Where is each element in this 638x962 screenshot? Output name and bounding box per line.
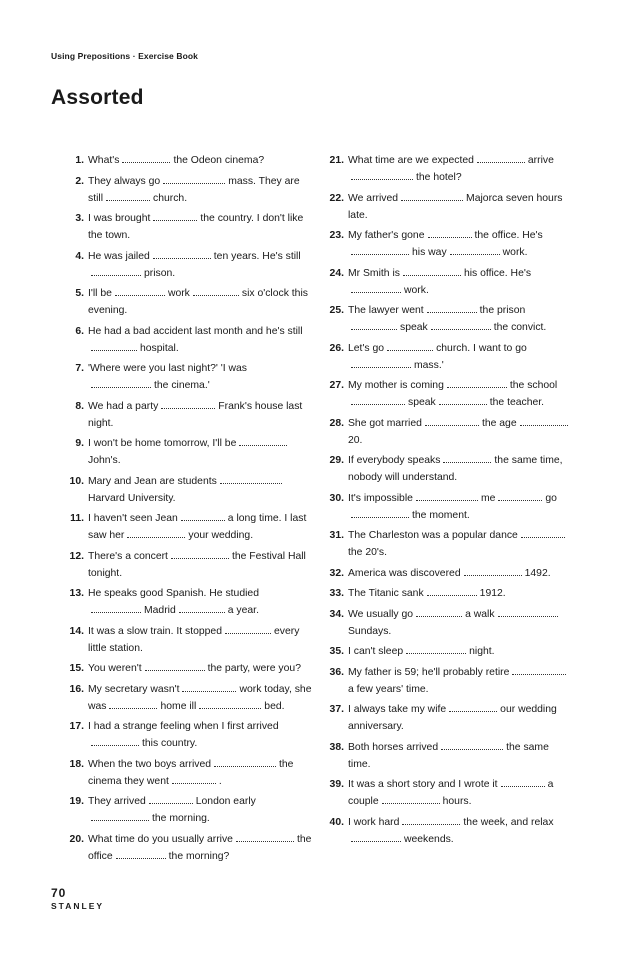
- answer-blank[interactable]: [214, 757, 276, 767]
- answer-blank[interactable]: [447, 378, 507, 388]
- exercise-column-right: [322, 152, 572, 851]
- exercise-number: 33.: [329, 588, 344, 599]
- exercise-item: [62, 548, 312, 582]
- answer-blank[interactable]: [91, 736, 139, 746]
- exercise-text: [348, 701, 572, 735]
- exercise-item: [322, 415, 572, 449]
- exercise-text-part: It was a slow train. It stopped: [88, 625, 222, 637]
- exercise-text-part: mass. They are still: [88, 175, 300, 204]
- exercise-text-part: There's a concert: [88, 550, 168, 562]
- exercise-text-part: We arrived: [348, 192, 399, 204]
- exercise-text: [88, 173, 312, 207]
- exercise-text-part: My father's gone: [348, 230, 425, 241]
- exercise-text-part: the prison: [479, 305, 526, 316]
- answer-blank[interactable]: [449, 702, 497, 712]
- exercise-number: 13.: [69, 588, 84, 599]
- exercise-text-part: a walk: [465, 608, 495, 620]
- exercise-text: [88, 831, 312, 865]
- exercise-number: 16.: [69, 683, 84, 695]
- exercise-text-part: the Odeon cinema?: [173, 155, 265, 166]
- exercise-number: 36.: [329, 666, 344, 678]
- exercise-number: 15.: [69, 663, 84, 674]
- exercise-number: 6.: [75, 325, 84, 337]
- exercise-text: [348, 340, 572, 374]
- exercise-number: 24.: [329, 267, 344, 279]
- exercise-text: [88, 585, 312, 619]
- exercise-text-part: the cinema.': [154, 380, 210, 391]
- answer-blank[interactable]: [403, 266, 461, 276]
- exercise-text-part: speak: [400, 322, 428, 333]
- exercise-text-part: Majorca seven hours late.: [348, 192, 563, 221]
- exercise-number: 35.: [329, 646, 344, 657]
- exercise-text-part: They arrived: [88, 796, 146, 807]
- exercise-text-part: 1492.: [524, 567, 551, 579]
- answer-blank[interactable]: [182, 682, 236, 692]
- exercise-text-part: mass.': [414, 359, 444, 371]
- exercise-item: [62, 152, 312, 169]
- answer-blank[interactable]: [351, 832, 401, 842]
- exercise-text-part: the age: [481, 417, 517, 429]
- exercise-number: 7.: [75, 363, 84, 374]
- answer-blank[interactable]: [520, 416, 568, 426]
- exercise-text-part: Mr Smith is: [348, 267, 400, 279]
- answer-blank[interactable]: [351, 358, 411, 368]
- exercise-text-part: We had a party: [88, 400, 159, 412]
- exercise-text-part: He had a bad accident last month and he's still: [88, 325, 303, 337]
- exercise-text-part: I won't be home tomorrow, I'll be: [88, 438, 237, 449]
- answer-blank[interactable]: [431, 320, 491, 330]
- publisher-name: STANLEY: [51, 901, 105, 911]
- exercise-text-part: the 20's.: [348, 547, 387, 558]
- page-title: Assorted: [51, 86, 144, 109]
- exercise-number: 34.: [329, 608, 344, 620]
- exercise-item: [62, 398, 312, 432]
- exercise-text-part: the same time, nobody will understand.: [348, 455, 563, 483]
- exercise-text-part: every little station.: [88, 625, 300, 654]
- answer-blank[interactable]: [193, 286, 239, 296]
- exercise-text-part: London early: [195, 796, 256, 807]
- answer-blank[interactable]: [91, 341, 137, 351]
- exercise-text-part: My mother is coming: [348, 380, 444, 391]
- exercise-text: [348, 585, 572, 602]
- answer-blank[interactable]: [351, 170, 413, 180]
- exercise-text-part: work today, she was: [88, 683, 312, 712]
- exercise-number: 1.: [75, 155, 84, 166]
- exercise-text: [348, 643, 572, 660]
- exercise-item: [322, 664, 572, 698]
- exercise-text-part: What time do you usually arrive: [88, 833, 233, 845]
- exercise-text-part: a year.: [227, 605, 259, 616]
- exercise-item: [62, 435, 312, 469]
- exercise-item: [322, 701, 572, 735]
- exercise-item: [322, 565, 572, 582]
- answer-blank[interactable]: [464, 566, 522, 576]
- exercise-item: [62, 210, 312, 244]
- exercise-text-part: Mary and Jean are students: [88, 475, 217, 487]
- exercise-text-part: John's.: [88, 455, 121, 466]
- answer-blank[interactable]: [425, 416, 479, 426]
- answer-blank[interactable]: [477, 153, 525, 163]
- exercise-item: [322, 739, 572, 773]
- exercise-text-part: a long time. I last saw her: [88, 513, 307, 541]
- running-head: Using Prepositions · Exercise Book: [51, 51, 198, 61]
- answer-blank[interactable]: [427, 303, 477, 313]
- exercise-text-part: Let's go: [348, 342, 385, 354]
- exercise-text-part: The Titanic sank: [348, 588, 424, 599]
- exercise-text-part: 'Where were you last night?' 'I was: [88, 363, 247, 374]
- exercise-text-part: We usually go: [348, 608, 414, 620]
- answer-blank[interactable]: [236, 832, 294, 842]
- exercise-text: [348, 152, 572, 186]
- answer-blank[interactable]: [127, 528, 185, 538]
- exercise-number: 17.: [69, 721, 84, 732]
- exercise-item: [322, 527, 572, 561]
- exercise-text-part: your wedding.: [188, 530, 254, 541]
- exercise-text-part: When the two boys arrived: [88, 758, 212, 770]
- exercise-item: [62, 623, 312, 657]
- answer-blank[interactable]: [91, 811, 149, 821]
- answer-blank[interactable]: [351, 283, 401, 293]
- exercise-item: [322, 814, 572, 848]
- exercise-number: 30.: [329, 492, 344, 504]
- exercise-item: [62, 473, 312, 507]
- answer-blank[interactable]: [521, 528, 565, 538]
- exercise-number: 2.: [75, 175, 84, 187]
- exercise-number: 22.: [329, 192, 344, 204]
- answer-blank[interactable]: [402, 815, 460, 825]
- exercise-item: [62, 510, 312, 544]
- exercise-text: [348, 377, 572, 411]
- answer-blank[interactable]: [351, 395, 405, 405]
- answer-blank[interactable]: [106, 191, 150, 201]
- exercise-item: [322, 452, 572, 486]
- exercise-item: [322, 606, 572, 640]
- exercise-item: [322, 265, 572, 299]
- answer-blank[interactable]: [401, 191, 463, 201]
- answer-blank[interactable]: [406, 644, 466, 654]
- exercise-text-part: the hotel?: [416, 172, 462, 183]
- exercise-item: [322, 152, 572, 186]
- exercise-text-part: this country.: [142, 738, 198, 749]
- exercise-text-part: the convict.: [493, 322, 547, 333]
- exercise-text: [88, 248, 312, 282]
- exercise-text-part: What's: [88, 155, 120, 166]
- exercise-text-part: Harvard University.: [88, 492, 176, 504]
- answer-blank[interactable]: [179, 603, 225, 613]
- answer-blank[interactable]: [220, 474, 282, 484]
- exercise-item: [322, 643, 572, 660]
- exercise-text-part: Madrid: [144, 605, 176, 616]
- answer-blank[interactable]: [428, 228, 472, 238]
- exercise-text-part: Frank's house last night.: [88, 400, 303, 429]
- exercise-text-part: arrive: [527, 155, 554, 166]
- exercise-item: [62, 248, 312, 282]
- exercise-item: [62, 285, 312, 319]
- exercise-item: [62, 793, 312, 827]
- exercise-text: [88, 398, 312, 432]
- exercise-text: [348, 664, 572, 698]
- exercise-text-part: the teacher.: [489, 397, 545, 408]
- exercise-number: 31.: [329, 530, 344, 541]
- exercise-text-part: the country. I don't like the town.: [88, 213, 304, 241]
- answer-blank[interactable]: [109, 699, 157, 709]
- exercise-text: [348, 415, 572, 449]
- exercise-text-part: 1912.: [479, 588, 506, 599]
- exercise-text-part: go: [545, 492, 557, 504]
- exercise-item: [62, 660, 312, 677]
- exercise-text-part: I always take my wife: [348, 704, 447, 715]
- exercise-text-part: I had a strange feeling when I first arrived: [88, 721, 279, 732]
- exercise-text-part: his way: [412, 247, 447, 258]
- exercise-text-part: America was discovered: [348, 567, 461, 579]
- exercise-text-part: bed.: [264, 700, 285, 712]
- answer-blank[interactable]: [416, 491, 478, 501]
- exercise-item: [62, 756, 312, 790]
- exercise-number: 12.: [69, 550, 84, 562]
- exercise-number: 9.: [75, 438, 84, 449]
- exercise-text: [348, 452, 572, 486]
- exercise-text-part: the Festival Hall tonight.: [88, 550, 306, 579]
- exercise-text-part: a few years' time.: [348, 683, 429, 695]
- exercise-text: [88, 210, 312, 244]
- exercise-text: [348, 302, 572, 336]
- exercise-text-part: the cinema they went: [88, 758, 294, 787]
- exercise-text: [88, 285, 312, 319]
- exercise-text-part: the office: [88, 833, 312, 862]
- exercise-text-part: 20.: [348, 434, 363, 446]
- exercise-number: 10.: [69, 475, 84, 487]
- answer-blank[interactable]: [163, 174, 225, 184]
- exercise-text: [88, 660, 312, 677]
- exercise-text: [88, 152, 312, 169]
- exercise-text-part: Sundays.: [348, 625, 392, 637]
- exercise-text-part: a couple: [348, 779, 554, 807]
- exercise-number: 21.: [329, 155, 344, 166]
- exercise-item: [62, 681, 312, 715]
- exercise-text-part: the morning?: [168, 850, 230, 862]
- exercise-item: [62, 585, 312, 619]
- exercise-text-part: You weren't: [88, 663, 142, 674]
- exercise-text-part: the week, and relax: [463, 816, 554, 828]
- exercise-number: 27.: [329, 380, 344, 391]
- exercise-text: [88, 718, 312, 752]
- exercise-text-part: the morning.: [152, 813, 210, 824]
- exercise-text-part: the office. He's: [474, 230, 543, 241]
- exercise-number: 38.: [329, 741, 344, 753]
- answer-blank[interactable]: [149, 794, 193, 804]
- exercise-text-part: If everybody speaks: [348, 455, 441, 466]
- exercise-text-part: speak: [408, 397, 436, 408]
- exercise-number: 32.: [329, 567, 344, 579]
- exercise-number: 23.: [329, 230, 344, 241]
- answer-blank[interactable]: [199, 699, 261, 709]
- answer-blank[interactable]: [91, 603, 141, 613]
- answer-blank[interactable]: [115, 286, 165, 296]
- exercise-number: 14.: [69, 625, 84, 637]
- exercise-number: 26.: [329, 342, 344, 354]
- exercise-text: [348, 606, 572, 640]
- answer-blank[interactable]: [122, 153, 170, 163]
- exercise-number: 28.: [329, 417, 344, 429]
- exercise-text-part: The lawyer went: [348, 305, 424, 316]
- exercise-text-part: I'll be: [88, 288, 112, 299]
- exercise-text-part: It's impossible: [348, 492, 413, 504]
- exercise-text-part: My secretary wasn't: [88, 683, 180, 695]
- exercise-text: [88, 756, 312, 790]
- answer-blank[interactable]: [225, 624, 271, 634]
- exercise-text: [348, 190, 572, 224]
- exercise-text-part: hospital.: [140, 342, 179, 354]
- answer-blank[interactable]: [441, 740, 503, 750]
- exercise-text-part: our wedding anniversary.: [348, 704, 557, 732]
- exercise-text-part: work: [167, 288, 190, 299]
- answer-blank[interactable]: [181, 511, 225, 521]
- answer-blank[interactable]: [427, 586, 477, 596]
- answer-blank[interactable]: [498, 491, 542, 501]
- answer-blank[interactable]: [382, 794, 440, 804]
- exercise-text-part: six o'clock this evening.: [88, 288, 308, 316]
- answer-blank[interactable]: [498, 607, 558, 617]
- answer-blank[interactable]: [351, 508, 409, 518]
- exercise-text-part: What time are we expected: [348, 155, 474, 166]
- exercise-text-part: home ill: [160, 700, 197, 712]
- exercise-text: [348, 490, 572, 524]
- answer-blank[interactable]: [153, 249, 211, 259]
- exercise-text-part: hours.: [442, 796, 472, 807]
- exercise-number: 29.: [329, 455, 344, 466]
- exercise-item: [322, 227, 572, 261]
- exercise-text-part: I haven't seen Jean: [88, 513, 178, 524]
- exercise-item: [322, 302, 572, 336]
- exercise-number: 40.: [329, 816, 344, 828]
- exercise-text: [88, 360, 312, 394]
- exercise-text: [88, 623, 312, 657]
- exercise-number: 25.: [329, 305, 344, 316]
- exercise-text-part: church.: [153, 192, 188, 204]
- exercise-text: [348, 776, 572, 810]
- page-number: 70: [51, 886, 67, 900]
- exercise-text: [88, 548, 312, 582]
- exercise-text: [348, 739, 572, 773]
- answer-blank[interactable]: [501, 777, 545, 787]
- exercise-text: [88, 793, 312, 827]
- exercise-text-part: It was a short story and I wrote it: [348, 779, 498, 790]
- exercise-item: [322, 585, 572, 602]
- exercise-number: 18.: [69, 758, 84, 770]
- answer-blank[interactable]: [91, 266, 141, 276]
- answer-blank[interactable]: [116, 849, 166, 859]
- exercise-text-part: the party, were you?: [207, 663, 301, 674]
- exercise-text: [88, 510, 312, 544]
- exercise-text-part: My father is 59; he'll probably retire: [348, 666, 510, 678]
- exercise-item: [62, 831, 312, 865]
- exercise-text-part: I can't sleep: [348, 646, 404, 657]
- answer-blank[interactable]: [91, 378, 151, 388]
- exercise-text: [348, 814, 572, 848]
- answer-blank[interactable]: [439, 395, 487, 405]
- exercise-text-part: Both horses arrived: [348, 741, 439, 753]
- exercise-text-part: .: [218, 775, 222, 787]
- exercise-text-part: the moment.: [412, 509, 470, 521]
- page-footer: [51, 886, 104, 911]
- exercise-text-part: his office. He's: [463, 267, 532, 279]
- exercise-number: 20.: [69, 833, 84, 845]
- exercise-item: [322, 776, 572, 810]
- exercise-item: [62, 173, 312, 207]
- exercise-number: 37.: [329, 704, 344, 715]
- exercise-item: [322, 490, 572, 524]
- answer-blank[interactable]: [153, 211, 197, 221]
- exercise-text-part: work.: [502, 247, 528, 258]
- answer-blank[interactable]: [450, 245, 500, 255]
- exercise-text-part: He speaks good Spanish. He studied: [88, 588, 259, 599]
- answer-blank[interactable]: [443, 453, 491, 463]
- answer-blank[interactable]: [351, 320, 397, 330]
- exercise-text-part: the school: [509, 380, 558, 391]
- exercise-item: [62, 323, 312, 357]
- answer-blank[interactable]: [172, 774, 216, 784]
- exercise-text: [88, 681, 312, 715]
- exercise-number: 39.: [329, 779, 344, 790]
- answer-blank[interactable]: [161, 399, 215, 409]
- exercise-number: 19.: [69, 796, 84, 807]
- exercise-text-part: ten years. He's still: [213, 250, 301, 262]
- exercise-text-part: me: [480, 492, 496, 504]
- exercise-text-part: The Charleston was a popular dance: [348, 530, 518, 541]
- exercise-item: [62, 360, 312, 394]
- exercise-text-part: prison.: [144, 267, 176, 279]
- exercise-text-part: He was jailed: [88, 250, 150, 262]
- answer-blank[interactable]: [145, 661, 205, 671]
- exercise-item: [62, 718, 312, 752]
- exercise-text: [348, 265, 572, 299]
- exercise-text: [348, 227, 572, 261]
- exercise-text: [348, 565, 572, 582]
- exercise-text: [88, 435, 312, 469]
- exercise-number: 4.: [75, 250, 84, 262]
- exercise-text-part: the same time.: [348, 741, 549, 770]
- exercise-item: [322, 340, 572, 374]
- exercise-text: [88, 323, 312, 357]
- exercise-number: 11.: [70, 513, 84, 524]
- exercise-text-part: They always go: [88, 175, 161, 187]
- exercise-text-part: work.: [404, 284, 429, 296]
- answer-blank[interactable]: [416, 607, 462, 617]
- exercise-text-part: She got married: [348, 417, 422, 429]
- exercise-number: 8.: [75, 400, 84, 412]
- exercise-text: [88, 473, 312, 507]
- exercise-text-part: church. I want to go: [436, 342, 527, 354]
- exercise-number: 5.: [75, 288, 84, 299]
- answer-blank[interactable]: [387, 341, 433, 351]
- exercise-text-part: I was brought: [88, 213, 151, 224]
- exercise-text: [348, 527, 572, 561]
- exercise-text-part: weekends.: [404, 833, 454, 845]
- exercise-item: [322, 377, 572, 411]
- answer-blank[interactable]: [171, 549, 229, 559]
- exercise-text-part: I work hard: [348, 816, 400, 828]
- exercise-column-left: [62, 152, 312, 868]
- answer-blank[interactable]: [351, 245, 409, 255]
- exercise-text-part: night.: [469, 646, 495, 657]
- answer-blank[interactable]: [239, 436, 287, 446]
- exercise-item: [322, 190, 572, 224]
- exercise-number: 3.: [75, 213, 84, 224]
- answer-blank[interactable]: [512, 665, 566, 675]
